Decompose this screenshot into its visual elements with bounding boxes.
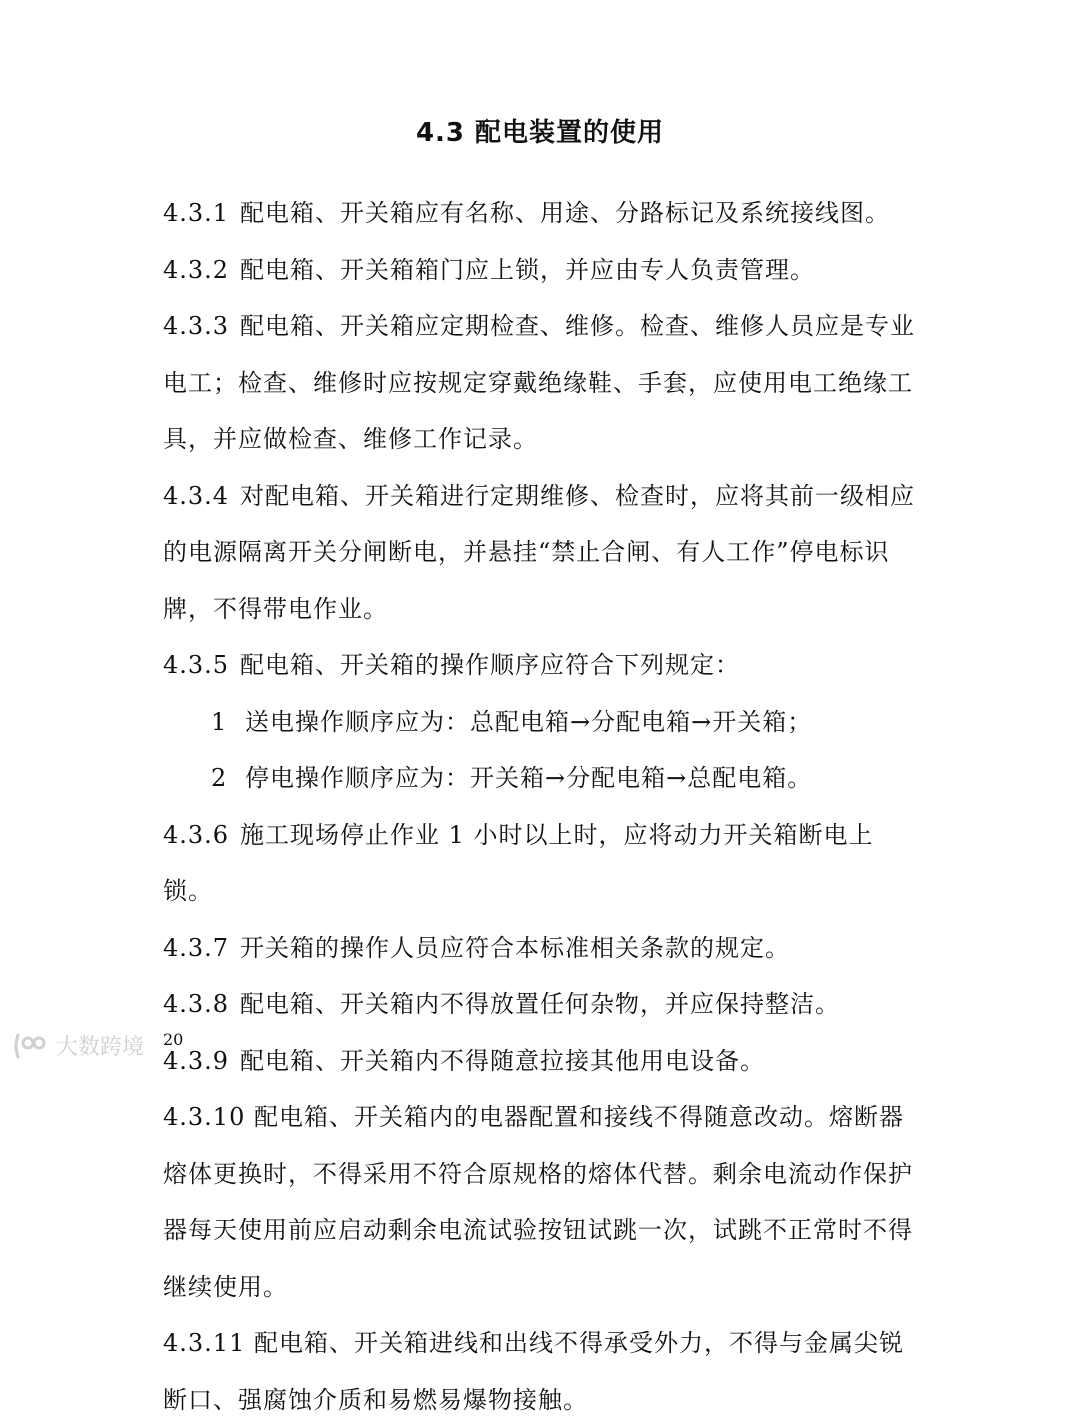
clause-4-3-3 bbox=[163, 298, 923, 468]
clause-text: 配电箱、开关箱应有名称、用途、分路标记及系统接线图。 bbox=[240, 199, 890, 227]
item-text: 送电操作顺序应为：总配电箱→分配电箱→开关箱； bbox=[245, 707, 813, 736]
clause-text: 配电箱、开关箱内的电器配置和接线不得随意改动。熔断器熔体更换时，不得采用不符合原规格的熔体代替。剩余电流动作保护器每天使用前应启动剩余电流试验按钮试跳一次，试跳不正常时不得继续使用。 bbox=[163, 1103, 913, 1301]
item-number: 1 bbox=[211, 707, 228, 736]
clause-text: 配电箱、开关箱内不得放置任何杂物，并应保持整洁。 bbox=[240, 990, 840, 1018]
clause-text: 配电箱、开关箱箱门应上锁，并应由专人负责管理。 bbox=[240, 255, 815, 284]
item-text: 停电操作顺序应为：开关箱→分配电箱→总配电箱。 bbox=[245, 764, 813, 792]
clause-number: 4.3.7 bbox=[163, 933, 230, 962]
clause-number: 4.3.2 bbox=[163, 255, 230, 284]
clause-4-3-7 bbox=[163, 920, 923, 977]
clause-number: 4.3.10 bbox=[163, 1103, 246, 1131]
clause-text: 配电箱、开关箱的操作顺序应符合下列规定： bbox=[240, 651, 740, 679]
clause-text: 施工现场停止作业 1 小时以上时，应将动力开关箱断电上锁。 bbox=[163, 820, 874, 905]
clause-4-3-8 bbox=[163, 976, 923, 1033]
clause-4-3-10 bbox=[163, 1089, 923, 1315]
clause-4-3-1 bbox=[163, 185, 923, 242]
clause-number: 4.3.11 bbox=[163, 1329, 246, 1357]
item-number: 2 bbox=[211, 764, 228, 792]
clause-number: 4.3.5 bbox=[163, 651, 230, 679]
clause-number: 4.3.1 bbox=[163, 199, 230, 227]
clause-4-3-9 bbox=[163, 1033, 923, 1090]
clause-text: 对配电箱、开关箱进行定期维修、检查时，应将其前一级相应的电源隔离开关分闸断电，并悬挂“禁止合闸、有人工作”停电标识牌，不得带电作业。 bbox=[163, 481, 915, 623]
clause-4-3-6 bbox=[163, 807, 923, 920]
watermark bbox=[12, 1030, 144, 1061]
clause-text: 开关箱的操作人员应符合本标准相关条款的规定。 bbox=[240, 933, 790, 962]
sub-item-2 bbox=[163, 750, 923, 807]
clause-number: 4.3.4 bbox=[163, 481, 230, 510]
clause-4-3-5 bbox=[163, 637, 923, 694]
clause-text: 配电箱、开关箱应定期检查、维修。检查、维修人员应是专业电工；检查、维修时应按规定穿戴绝缘鞋、手套，应使用电工绝缘工具，并应做检查、维修工作记录。 bbox=[163, 312, 915, 453]
watermark-logo-icon bbox=[12, 1031, 48, 1061]
clause-4-3-2 bbox=[163, 242, 923, 299]
clause-number: 4.3.8 bbox=[163, 990, 230, 1018]
sub-item-1 bbox=[163, 694, 923, 751]
document-body bbox=[163, 185, 923, 1428]
clause-number: 4.3.6 bbox=[163, 820, 230, 849]
clause-4-3-4 bbox=[163, 468, 923, 638]
clause-text: 配电箱、开关箱进线和出线不得承受外力，不得与金属尖锐断口、强腐蚀介质和易燃易爆物接触。 bbox=[163, 1329, 904, 1414]
clause-text: 配电箱、开关箱内不得随意拉接其他用电设备。 bbox=[240, 1046, 765, 1075]
clause-number: 4.3.3 bbox=[163, 312, 230, 340]
clause-number: 4.3.9 bbox=[163, 1046, 230, 1075]
section-title: 4.3 配电装置的使用 bbox=[415, 118, 665, 148]
watermark-text: 大数跨境 bbox=[56, 1035, 145, 1060]
page-number: 20 bbox=[163, 1030, 184, 1049]
clause-4-3-11 bbox=[163, 1315, 923, 1428]
